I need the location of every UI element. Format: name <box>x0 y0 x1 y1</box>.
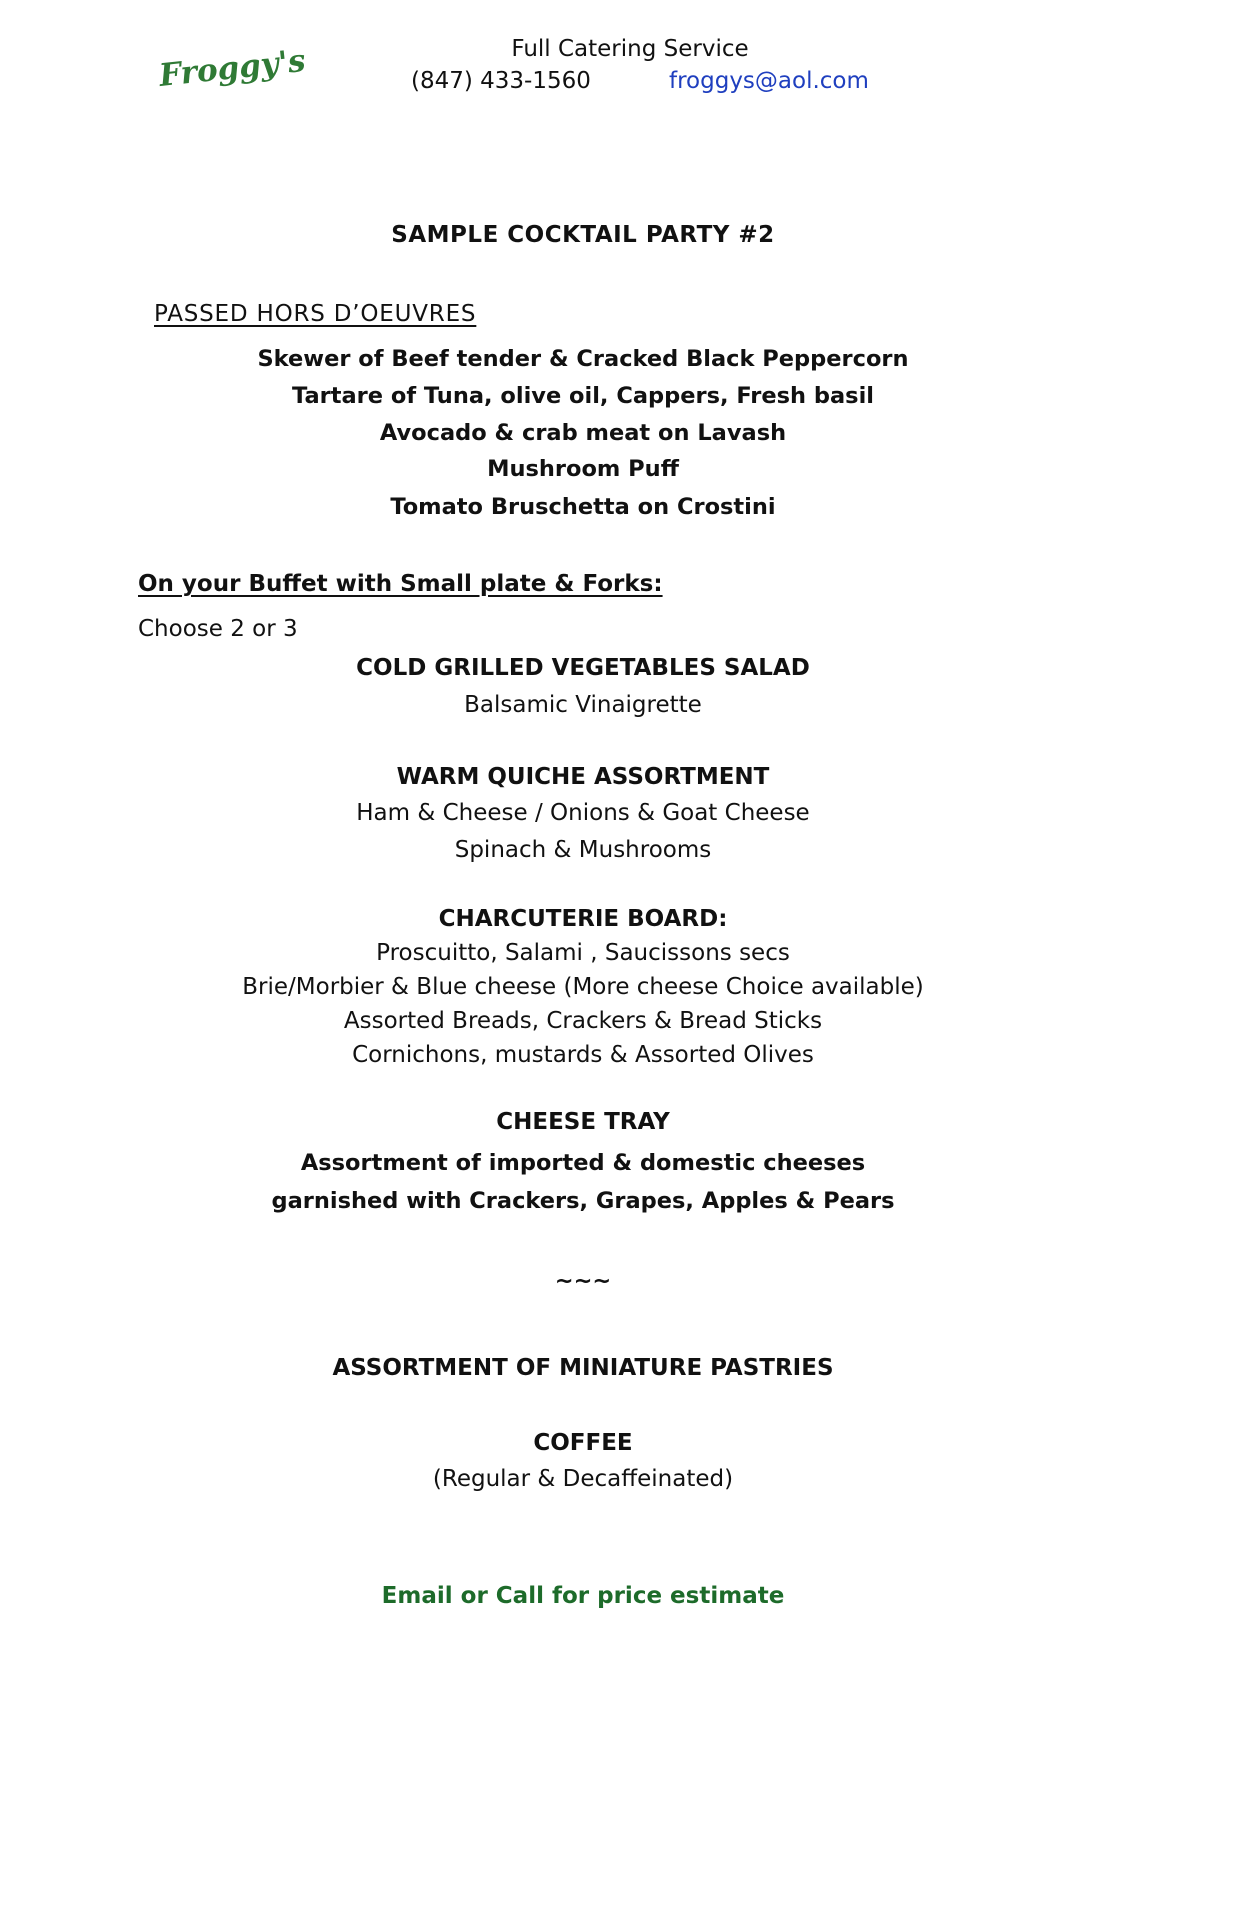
service-line: Full Catering Service <box>511 36 749 62</box>
quiche-line: Ham & Cheese / Onions & Goat Cheese <box>356 800 810 826</box>
passed-item: Mushroom Puff <box>487 456 679 482</box>
price-estimate-cta: Email or Call for price estimate <box>381 1583 785 1609</box>
quiche-line: Spinach & Mushrooms <box>454 837 712 863</box>
cheese-line: garnished with Crackers, Grapes, Apples & Pears <box>271 1188 895 1214</box>
cheese-line: Assortment of imported & domestic cheeses <box>300 1150 866 1176</box>
buffet-note: Choose 2 or 3 <box>138 616 298 642</box>
passed-heading: PASSED HORS D’OEUVRES <box>154 301 477 327</box>
charcuterie-line: Proscuitto, Salami , Saucissons secs <box>376 940 790 966</box>
pastries-title: ASSORTMENT OF MINIATURE PASTRIES <box>332 1355 834 1381</box>
logo-wordmark: Froggy's <box>157 42 308 94</box>
passed-item: Tomato Bruschetta on Crostini <box>390 494 776 520</box>
salad-title: COLD GRILLED VEGETABLES SALAD <box>356 655 810 681</box>
coffee-title: COFFEE <box>533 1430 633 1456</box>
divider-tilde: ~~~ <box>554 1268 612 1294</box>
charcuterie-line: Brie/Morbier & Blue cheese (More cheese Choice available) <box>242 974 924 1000</box>
page-title: SAMPLE COCKTAIL PARTY #2 <box>391 222 775 248</box>
charcuterie-line: Cornichons, mustards & Assorted Olives <box>352 1042 814 1068</box>
salad-line: Balsamic Vinaigrette <box>464 692 702 718</box>
cheese-title: CHEESE TRAY <box>496 1109 670 1135</box>
phone-number: (847) 433-1560 <box>411 68 591 94</box>
buffet-heading: On your Buffet with Small plate & Forks: <box>138 571 663 597</box>
passed-item: Tartare of Tuna, olive oil, Cappers, Fresh basil <box>292 383 874 409</box>
charcuterie-title: CHARCUTERIE BOARD: <box>438 906 728 932</box>
email-link[interactable]: froggys@aol.com <box>669 68 869 94</box>
passed-item: Skewer of Beef tender & Cracked Black Peppercorn <box>257 346 909 372</box>
coffee-note: (Regular & Decaffeinated) <box>432 1466 734 1492</box>
passed-item: Avocado & crab meat on Lavash <box>379 420 787 446</box>
quiche-title: WARM QUICHE ASSORTMENT <box>396 764 770 790</box>
charcuterie-line: Assorted Breads, Crackers & Bread Sticks <box>343 1008 823 1034</box>
